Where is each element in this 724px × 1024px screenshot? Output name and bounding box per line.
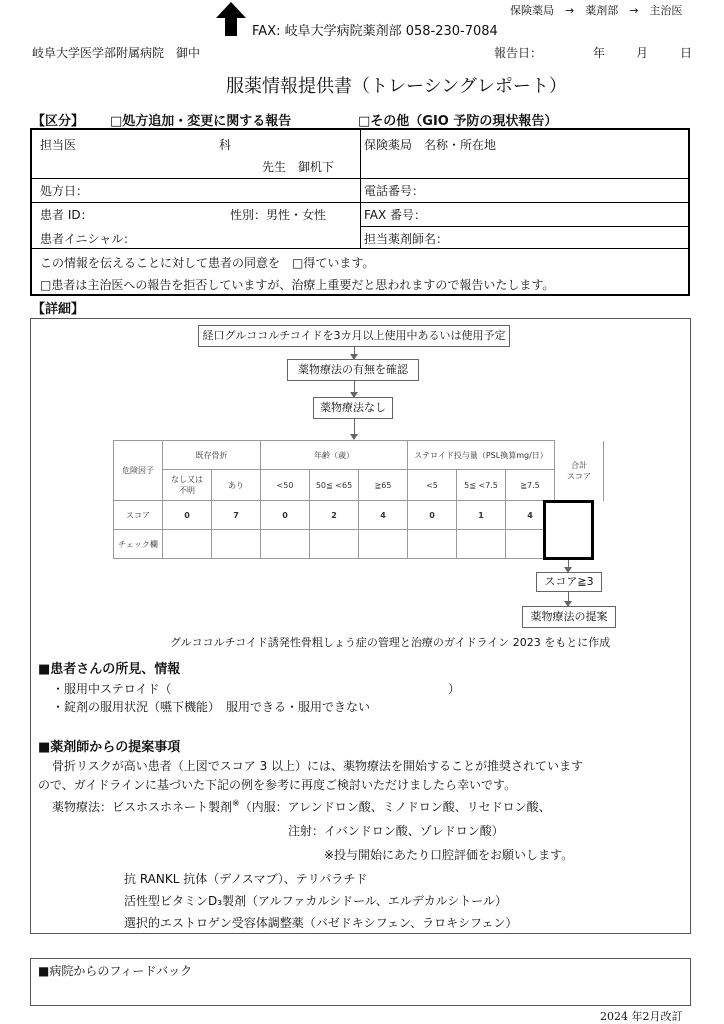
score-row-label: スコア [114,501,163,530]
sub-dose-5-7: 5≦ <7.5 [457,470,506,501]
flow-step-score-ge3: スコア≧3 [536,572,602,592]
score-cell: 7 [212,501,261,530]
category-option-rx-change[interactable]: □処方追加・変更に関する報告 [110,114,292,129]
revision-date: 2024 年2月改訂 [600,1010,683,1023]
total-score-header: 合計 スコア [555,441,604,501]
report-date-day: 日 [680,46,693,60]
group-fracture: 既存骨折 [163,441,261,470]
fax-number-label: FAX 番号： [364,208,427,222]
check-cell[interactable] [457,530,506,559]
sub-dose-lt5: <5 [408,470,457,501]
flow-arrow-icon [354,347,355,359]
score-cell: 1 [457,501,506,530]
sub-age-lt50: <50 [261,470,310,501]
current-steroid-label: ・服用中ステロイド（ [52,682,172,696]
sub-fracture-none: なし又は 不明 [163,470,212,501]
check-cell[interactable] [212,530,261,559]
flow-step-propose-therapy: 薬物療法の提案 [522,606,616,628]
check-cell[interactable] [163,530,212,559]
sub-age-ge65: ≧65 [359,470,408,501]
flow-arrow-icon [568,592,569,606]
rx-date-label: 処方日： [40,184,89,198]
consent-refused[interactable]: □患者は主治医への報告を拒否していますが、治療上重要だと思われますので報告いたします。 [40,278,555,292]
sub-fracture-yes: あり [212,470,261,501]
vitamin-d3: 活性型ビタミンD₃製剤（アルファカルシドール、エルデカルシトール） [124,894,508,908]
patient-id-label: 患者 ID： [40,208,93,222]
check-cell[interactable] [310,530,359,559]
proposal-line1: 骨折リスクが高い患者（上図でスコア 3 以上）には、薬物療法を開始することが推奨されています [52,759,584,773]
proposal-line2: ので、ガイドラインに基づいた下記の例を参考に再度ご検討いただけましたら幸いです。 [38,778,517,792]
score-cell: 4 [506,501,555,530]
report-date-year: 年 [593,46,606,60]
therapy-line [52,798,551,815]
score-cell: 0 [261,501,310,530]
current-steroid-close: ） [448,682,461,696]
check-cell[interactable] [359,530,408,559]
department-label: 科 [219,138,232,152]
feedback-heading: ■病院からのフィードバック [38,964,193,978]
flow-arrow-icon [568,560,569,572]
bisphosphonate-oral: （内服：アレンドロン酸、ミノドロン酸、リセドロン酸、 [239,800,551,814]
pharmacist-label: 担当薬剤師名： [364,232,449,246]
phone-label: 電話番号： [364,184,425,198]
fax-header: FAX: 岐阜大学病院薬剤部 058-230-7084 [252,24,498,39]
score-cell: 2 [310,501,359,530]
check-cell[interactable] [408,530,457,559]
sub-dose-ge7: ≧7.5 [506,470,555,501]
category-option-other[interactable]: □その他（GIO 予防の現状報告） [358,114,558,129]
guideline-source: グルココルチコイド誘発性骨粗しょう症の管理と治療のガイドライン 2023 をもとに作成 [170,636,611,649]
check-cell[interactable] [261,530,310,559]
initials-label: 患者イニシャル： [40,232,136,246]
check-row-label: チェック欄 [114,530,163,559]
flow-step-gc-use: 経口グルココルチコイドを3カ月以上使用中あるいは使用予定 [198,325,510,347]
consent-yes[interactable]: この情報を伝えることに対して患者の同意を □得ています。 [40,256,375,270]
risk-score-table [113,440,604,559]
group-age: 年齢（歳） [261,441,408,470]
group-steroid-dose: ステロイド投与量（PSL換算mg/日） [408,441,555,470]
risk-factor-header: 危険因子 [114,441,163,501]
note-mark: ※ [232,799,240,809]
doctor-label: 担当医 [40,138,77,152]
page-title: 服薬情報提供書（トレーシングレポート） [226,76,567,97]
sex-label: 性別：男性・女性 [230,208,327,222]
flow-step-check-therapy: 薬物療法の有無を確認 [287,359,419,381]
doctor-suffix: 先生 御机下 [262,160,335,174]
flow-arrow-icon [354,381,355,397]
flow-arrow-icon [354,419,355,439]
score-cell: 0 [163,501,212,530]
report-date-month: 月 [636,46,649,60]
bisphosphonate-injection: 注射：イバンドロン酸、ゾレドロン酸） [288,824,504,838]
category-label: 【区分】 [32,114,85,129]
score-cell: 0 [408,501,457,530]
pharmacy-label: 保険薬局 名称・所在地 [364,138,497,152]
therapy-label: 薬物療法： [52,800,113,814]
detail-label: 【詳細】 [32,302,85,317]
bisphosphonate: ビスホスホネート製剤 [112,800,233,814]
flow-step-no-therapy: 薬物療法なし [313,397,393,419]
tablet-status: ・錠剤の服用状況（嚥下機能） 服用できる・服用できない [52,700,371,714]
addressee: 岐阜大学医学部附属病院 御中 [32,46,201,60]
sub-age-50-65: 50≦ <65 [310,470,359,501]
up-arrow-icon [216,2,246,36]
report-date-label: 報告日： [494,46,543,60]
score-cell: 4 [359,501,408,530]
oral-evaluation-note: ※投与開始にあたり口腔評価をお願いします。 [324,848,574,862]
route-text: 保険薬局 → 薬剤部 → 主治医 [510,4,683,17]
rankl-antibody: 抗 RANKL 抗体（デノスマブ）、テリパラチド [124,872,368,886]
serm: 選択的エストロゲン受容体調整薬（バゼドキシフェン、ラロキシフェン） [124,916,518,930]
patient-heading: ■患者さんの所見、情報 [38,662,181,677]
proposal-heading: ■薬剤師からの提案事項 [38,740,181,755]
total-score-input[interactable] [543,500,594,560]
